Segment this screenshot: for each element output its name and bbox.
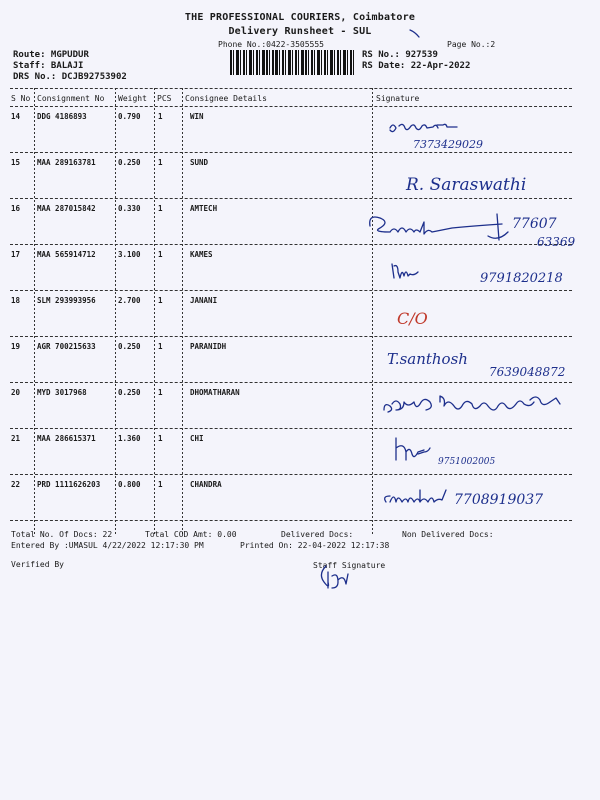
row-sno: 21 xyxy=(11,434,21,443)
row-sno: 22 xyxy=(11,480,21,489)
row-consignee: SUND xyxy=(190,158,209,167)
rs-number: RS No.: 927539 xyxy=(362,50,438,60)
r17-phone: 9791820218 xyxy=(480,271,563,286)
row-sno: 18 xyxy=(11,296,21,305)
r16-phone-a: 77607 xyxy=(512,216,557,232)
total-cod: Total COD Amt: 0.00 xyxy=(145,530,237,539)
r16-phone-b: 63369 xyxy=(537,235,576,249)
row-consignment: AGR 700215633 xyxy=(37,342,96,351)
row-weight: 0.250 xyxy=(118,342,141,351)
row-pcs: 1 xyxy=(158,434,163,443)
r15-name: R. Saraswathi xyxy=(406,175,527,195)
signature-row-14 xyxy=(385,116,525,152)
signature-row-22 xyxy=(380,482,580,518)
signature-row-18 xyxy=(395,302,455,332)
row-pcs: 1 xyxy=(158,112,163,121)
entered-by: Entered By :UMASUL 4/22/2022 12:17:30 PM xyxy=(11,541,204,550)
col-signature: Signature xyxy=(376,94,420,103)
phone-number: Phone No.:0422-3505555 xyxy=(218,40,324,49)
row-pcs: 1 xyxy=(158,250,163,259)
row-separator xyxy=(10,428,572,429)
row-separator xyxy=(10,382,572,383)
table-bottom-rule xyxy=(10,520,572,521)
pen-tick-mark xyxy=(408,28,422,40)
r18-mark: C/O xyxy=(397,309,428,328)
r21-phone: 9751002005 xyxy=(438,457,496,467)
signature-row-15 xyxy=(402,166,582,198)
row-consignment: MAA 289163781 xyxy=(37,158,96,167)
row-pcs: 1 xyxy=(158,388,163,397)
barcode xyxy=(230,50,354,75)
printed-on: Printed On: 22-04-2022 12:17:38 xyxy=(240,541,390,550)
row-weight: 1.360 xyxy=(118,434,141,443)
row-weight: 3.100 xyxy=(118,250,141,259)
runsheet-subtitle: Delivery Runsheet - SUL xyxy=(228,26,372,37)
r22-phone: 7708919037 xyxy=(454,492,544,508)
signature-row-19 xyxy=(385,340,600,382)
row-sno: 19 xyxy=(11,342,21,351)
row-consignee: WIN xyxy=(190,112,204,121)
col-sno: S No xyxy=(11,94,31,103)
non-delivered-docs: Non Delivered Docs: xyxy=(402,530,494,539)
signature-row-21 xyxy=(388,434,548,474)
col-pcs: PCS xyxy=(157,94,172,103)
row-sno: 16 xyxy=(11,204,21,213)
row-sno: 17 xyxy=(11,250,21,259)
verified-by-label: Verified By xyxy=(11,560,64,569)
total-docs: Total No. Of Docs: 22 xyxy=(11,530,113,539)
signature-row-17 xyxy=(388,256,588,292)
row-pcs: 1 xyxy=(158,158,163,167)
row-consignment: MAA 287015842 xyxy=(37,204,96,213)
row-separator xyxy=(10,336,572,337)
staff-signature-label: Staff Signature xyxy=(313,561,386,570)
row-consignee: AMTECH xyxy=(190,204,218,213)
row-consignment: MYD 3017968 xyxy=(37,388,87,397)
row-weight: 0.250 xyxy=(118,158,141,167)
row-weight: 0.330 xyxy=(118,204,141,213)
row-weight: 0.800 xyxy=(118,480,141,489)
r19-phone: 7639048872 xyxy=(489,365,566,379)
page-number: Page No.:2 xyxy=(447,40,496,49)
signature-row-20 xyxy=(380,392,580,422)
row-consignee: JANANI xyxy=(190,296,218,305)
row-consignment: MAA 286615371 xyxy=(37,434,96,443)
col-consignment: Consignment No xyxy=(37,94,105,103)
r19-name: T.santhosh xyxy=(387,350,468,368)
row-pcs: 1 xyxy=(158,342,163,351)
row-pcs: 1 xyxy=(158,204,163,213)
route-label: Route: MGPUDUR xyxy=(13,50,89,60)
row-weight: 2.700 xyxy=(118,296,141,305)
delivered-docs: Delivered Docs: xyxy=(281,530,354,539)
row-consignee: DHOMATHARAN xyxy=(190,388,240,397)
row-consignment: PRD 1111626203 xyxy=(37,480,101,489)
drs-number: DRS No.: DCJB92753902 xyxy=(13,72,127,82)
row-consignment: MAA 565914712 xyxy=(37,250,96,259)
row-consignee: CHI xyxy=(190,434,204,443)
col-consignee: Consignee Details xyxy=(185,94,267,103)
row-separator xyxy=(10,474,572,475)
row-consignee: PARANIDH xyxy=(190,342,227,351)
row-pcs: 1 xyxy=(158,296,163,305)
row-consignment: SLM 293993956 xyxy=(37,296,96,305)
company-title: THE PROFESSIONAL COURIERS, Coimbatore xyxy=(184,12,416,23)
row-weight: 0.790 xyxy=(118,112,141,121)
row-sno: 14 xyxy=(11,112,21,121)
r14-phone: 7373429029 xyxy=(413,138,483,151)
staff-signature-mark xyxy=(318,562,352,596)
row-weight: 0.250 xyxy=(118,388,141,397)
row-sno: 20 xyxy=(11,388,21,397)
row-pcs: 1 xyxy=(158,480,163,489)
row-consignee: KAMES xyxy=(190,250,213,259)
staff-label: Staff: BALAJI xyxy=(13,61,84,71)
row-sno: 15 xyxy=(11,158,21,167)
col-weight: Weight xyxy=(118,94,147,103)
row-separator xyxy=(10,198,572,199)
rs-date: RS Date: 22-Apr-2022 xyxy=(362,61,471,71)
row-separator xyxy=(10,152,572,153)
signature-row-16 xyxy=(362,206,592,252)
row-consignee: CHANDRA xyxy=(190,480,222,489)
row-consignment: DDG 4186893 xyxy=(37,112,87,121)
